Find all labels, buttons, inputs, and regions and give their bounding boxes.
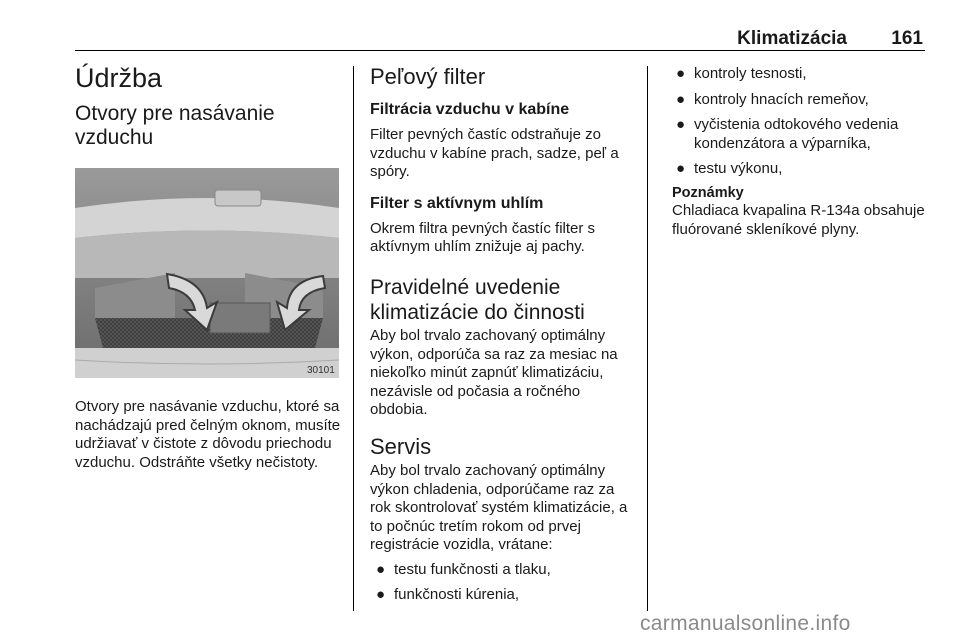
paragraph-servis: Aby bol trvalo zachovaný optimálny výkon chladenia, odporúčame raz za rok skontrolovať systém klimatizácie, a to počnúc tretím rokom od prvej registrácie vozidla, vrátane: bbox=[370, 461, 628, 554]
bullet-icon: ● bbox=[676, 65, 686, 82]
list-item: ● kontroly hnacích remeňov, bbox=[676, 90, 869, 108]
column-2 bbox=[370, 62, 638, 604]
list-item: ● kontroly tesnosti, bbox=[676, 65, 807, 82]
bullet-icon: ● bbox=[676, 90, 686, 108]
page-title: Klimatizácia bbox=[737, 28, 847, 49]
bullet-icon: ● bbox=[376, 560, 386, 578]
subsection-title-otvory: Otvory pre nasávanie vzduchu bbox=[75, 102, 275, 149]
heading-filtracia: Filtrácia vzduchu v kabíne bbox=[370, 101, 570, 118]
column-divider bbox=[353, 66, 354, 611]
section-title-pelovy-filter: Peľový filter bbox=[370, 64, 486, 89]
note-text: Chladiaca kvapalina R-134a obsahuje fluórované skleníkové plyny. bbox=[672, 201, 925, 238]
bullet-icon: ● bbox=[676, 160, 686, 178]
page-header bbox=[75, 30, 925, 51]
list-item: ● vyčistenia odtokového vedenia kondenzátora a výparníka, bbox=[676, 116, 899, 152]
bullet-icon: ● bbox=[676, 116, 686, 134]
paragraph-aktivne-uhlie: Okrem filtra pevných častíc filter s aktívnym uhlím znižuje aj pachy. bbox=[370, 219, 596, 256]
heading-pravidelne-uvedenie: Pravidelné uvedenie klimatizácie do činnosti bbox=[370, 275, 585, 324]
list-item: ● testu funkčnosti a tlaku, bbox=[376, 560, 551, 578]
column-divider bbox=[647, 66, 648, 611]
watermark: carmanualsonline.info bbox=[640, 612, 851, 635]
section-title-udrzba: Údržba bbox=[75, 63, 163, 93]
paragraph-pravidelne: Aby bol trvalo zachovaný optimálny výkon, odporúča sa raz za mesiac na niekoľko minút zapnúť klimatizáciu, nezávisle od počasia a ročného obdobia. bbox=[370, 326, 618, 419]
paragraph-otvory: Otvory pre nasávanie vzduchu, ktoré sa nachádzajú pred čelným oknom, musíte udržiavať v čistote z dôvodu priechodu vzduchu. Odstráňte všetky nečistoty. bbox=[75, 398, 341, 471]
list-item: ● testu výkonu, bbox=[676, 160, 783, 178]
air-intake-illustration bbox=[75, 168, 339, 378]
paragraph-filtracia: Filter pevných častíc odstraňuje zo vzduchu v kabíne prach, sadze, peľ a spóry. bbox=[370, 126, 619, 181]
figure-code: 30101 bbox=[307, 365, 335, 376]
bullet-icon: ● bbox=[376, 585, 386, 603]
note-heading: Poznámky bbox=[672, 184, 744, 201]
column-1 bbox=[75, 62, 345, 472]
heading-aktivne-uhlie: Filter s aktívnym uhlím bbox=[370, 194, 544, 212]
page-number: 161 bbox=[891, 28, 923, 49]
list-item: ● funkčnosti kúrenia, bbox=[376, 585, 520, 603]
heading-servis: Servis bbox=[370, 433, 432, 459]
column-3 bbox=[670, 62, 930, 239]
figure-air-intake bbox=[75, 168, 339, 378]
